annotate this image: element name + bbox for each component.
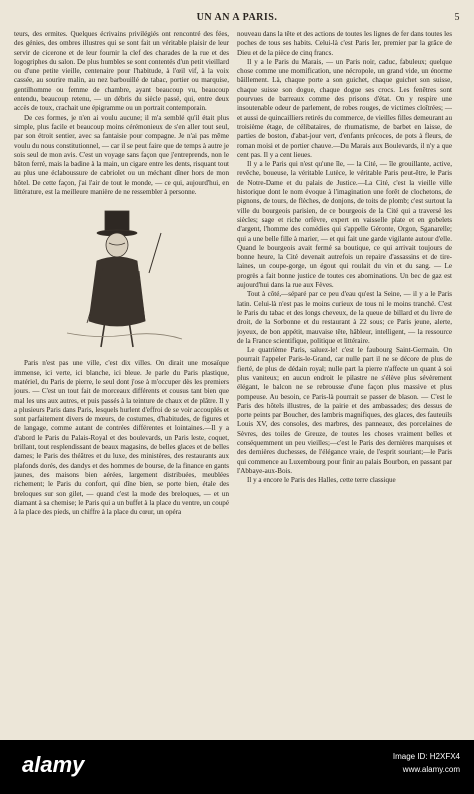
paragraph: Il y a le Paris du Marais, — un Paris noir, caduc, fabuleux; quelque chose comme une momification, une nécropole, un grand vide, un énorme bâillement. Là, chaque porte a son guichet, chaque guichet son suisse, chaque suisse son dogue, chaque dogue ses crocs. Les fenêtres sont pourvues de barreaux comme des prisons d'état. On y respire une insoutenable odeur de parlement, de robes rouges, de victimes cloîtrées; — et aussi de quincailliers retirés du commerce, de vieilles filles demeurant au troisième étage, de célibataires, de rhumatisme, de barbet en laisse, de parties de boston, d'abat-jour vert, d'enfants précoces, de pots à fleurs, de roman moisi et de portier chauve.—Du Marais aux Boulevards, il n'y a que cent pas. Il y a cent lieues. [237,57,452,159]
site-url: www.alamy.com [402,765,460,774]
page-title: UN AN A PARIS. [196,12,278,23]
paragraph: Paris n'est pas une ville, c'est dix villes. On dirait une mosaïque immense, ici verte, ici blanche, ici bleue. Je parle du Paris plastique, matériel, du Paris de pierre, le seul dont j'ose à m'occuper dès les premiers jours. — C'est un tout fait de morceaux différents et cousus tant bien que mal les uns aux autres, et puis passés à la teinture de chaux et de plâtre. Il y a plusieurs Paris dans Paris, lesquels hurlent d'effroi de se voir accouplés et sont parfaitement divers de mœurs, de costumes, d'habitudes, de figures et de langage, comme autant de contrées différentes et lointaines.—Il y a d'abord le Paris du Palais-Royal et des boulevards, un Paris leste, coquet, brillant, tout resplendissant de beaux magasins, de belles glaces et de belles dames; le Paris des théâtres et du luxe, des ministères, des restaurants aux plafonds dorés, des dandys et des hommes de bourse, de la finance en gants jaunes, des maisons bien aérées, largement distribuées, meublées richement; le Paris du confort, qui dîne bien, se porte bien, étale des breloques sur son gilet, — quand c'est la mode des breloques, — et un diamant à sa chemise; le Paris qui a un buffet à la place du ventre, un coupé à la place des pieds, un chiffre à la place du cœur, un opéra [14,359,229,517]
right-text-column [237,30,452,730]
image-id: Image ID: H2XFX4 [392,752,460,761]
paragraph: Le quatrième Paris, saluez-le! c'est le faubourg Saint-Germain. On pourrait l'appeler Paris-le-Grand, car nulle part il ne se décore de plus de fierté, de plus de dédain royal; nulle part la pierre n'affecte un quant à soi plus vaniteux; en aucun endroit le pilastre ne s'élève plus sévèrement élégant, le balcon ne se rebrousse d'une façon plus massive et plus pompeuse. Au besoin, ce Paris-là pourrait se passer de blason. — C'est le Paris des hôtels illustres, de la pairie et des ambassades; des dessus de porte peints par Boucher, des lambris magnifiques, des glaces, des fauteuils Louis XV, des consoles, des marbres, des panneaux, des porcelaines de Sèvres, des toiles de Greuze, de toutes les choses vraiment belles et conséquemment un peu vieilles;—c'est le Paris des dernières marquises et des dernières duchesses, de l'élégance vraie, de l'esprit souriant;—le Paris qui commence au Luxembourg pour finir au palais Bourbon, en passant par l'Abbaye-aux-Bois. [237,346,452,475]
paragraph: nouveau dans la tête et des actions de toutes les lignes de fer dans toutes les poches de tous ses habits. Celui-là c'est Paris Ier, premier par la grâce de Dieu et de la pièce de cinq francs. [237,30,452,57]
image-meta [393,750,460,776]
man-in-top-hat-engraving-icon [47,203,197,353]
paragraph: Il y a le Paris qui n'est qu'une île, — la Cité, — île grouillante, active, revêche, boueuse, la véritable Lutèce, le véritable Paris peut-être, le Paris de Notre-Dame et du palais de Justice.—La Cité, c'est la vieille ville historique dont le nom évoque à l'imagination une forêt de clochetons, de pignons, de tours, de flèches, de donjons, de toits de plomb; c'est surtout la ville du bourgeois parisien, de ce bourgeois de la Cité qui a traversé les siècles; sage et riche orfèvre, expert en vaisselle plate et en gobelets d'argent, l'homme des comédies qui s'appelle Géronte, Orgon, Sganarelle; qui a une belle fille à marier, — et qui fait une garde vigilante autour d'elle. Quand le bourgeois avait fermé sa boutique, ce qui arrivait toujours de bonne heure, la Cité devenait autrefois un repaire d'assassins et de tire-laines, un coupe-gorge, un égout qui roulait du vin et du sang. — Le progrès a fait bonne justice de toutes ces abominations. Un bec de gaz est aujourd'hui dans la rue aux Fèves. [237,160,452,290]
watermark-bar [0,740,474,794]
paragraph: teurs, des ermites. Quelques écrivains privilégiés ont rencontré des fées, des génies, des ombres illustres qui se sont fait un véritable plaisir de leur servir de cicerone et de leur fournir la clef des charades de la rue et des logogriphes du salon. De plus humbles se sont contentés d'un petit vieillard ou d'une petite vieille, centenaire pour l'habitude, à l'œil vif, à la voix cassée, au sourire malin, au nez barbouillé de tabac, portier ou marquise, gentilhomme ou femme de chambre, ayant beaucoup vu, beaucoup entendu, beaucoup retenu, — un débris du siècle passé, qui, entre deux accès de toux, crachait une épigramme ou un portrait contemporain. [14,30,229,113]
paragraph: Il y a encore le Paris des Halles, cette terre classique [247,476,396,485]
brand-logo: alamy [22,752,85,777]
running-header [14,12,460,28]
page-number: 5 [454,12,460,23]
paragraph: Tout à côté,—séparé par ce peu d'eau qu'est la Seine, — il y a le Paris latin. Celui-là n'est pas le moins curieux de tous ni le moins tranché. C'est le Paris du tabac et des longs cheveux, de la queue de billard et du livre de droit, de la Sorbonne et du restaurant à 22 sous; ce Paris jeune, alerte, joyeux, de bon appétit, mauvaise tête, hâbleur, intelligent, — la ressource de la France scientifique, politique et littéraire. [237,290,452,345]
left-text-column [14,30,229,730]
paragraph: De ces formes, je n'en ai voulu aucune; il m'a semblé qu'il était plus simple, plus facile et beaucoup moins cérémonieux de s'en aller tout seul, par son étroit sentier, avec sa fantaisie pour compagne. Je n'ai pas même voulu du nous constitutionnel, — car il se peut faire que de temps à autre je sois seul de mon avis. C'est un voyage sans façon que j'entreprends, non le bâton ferré, mais la badine à la main, un cigare entre les dents, risquant tout au plus une éclaboussure de cabriolet ou un méchant dîner hors de mon hôtel. De cette façon, j'ai l'air de tout le monde, — ce qui, aujourd'hui, en littérature, est la meilleure manière de ne ressembler à personne. [14,113,229,197]
